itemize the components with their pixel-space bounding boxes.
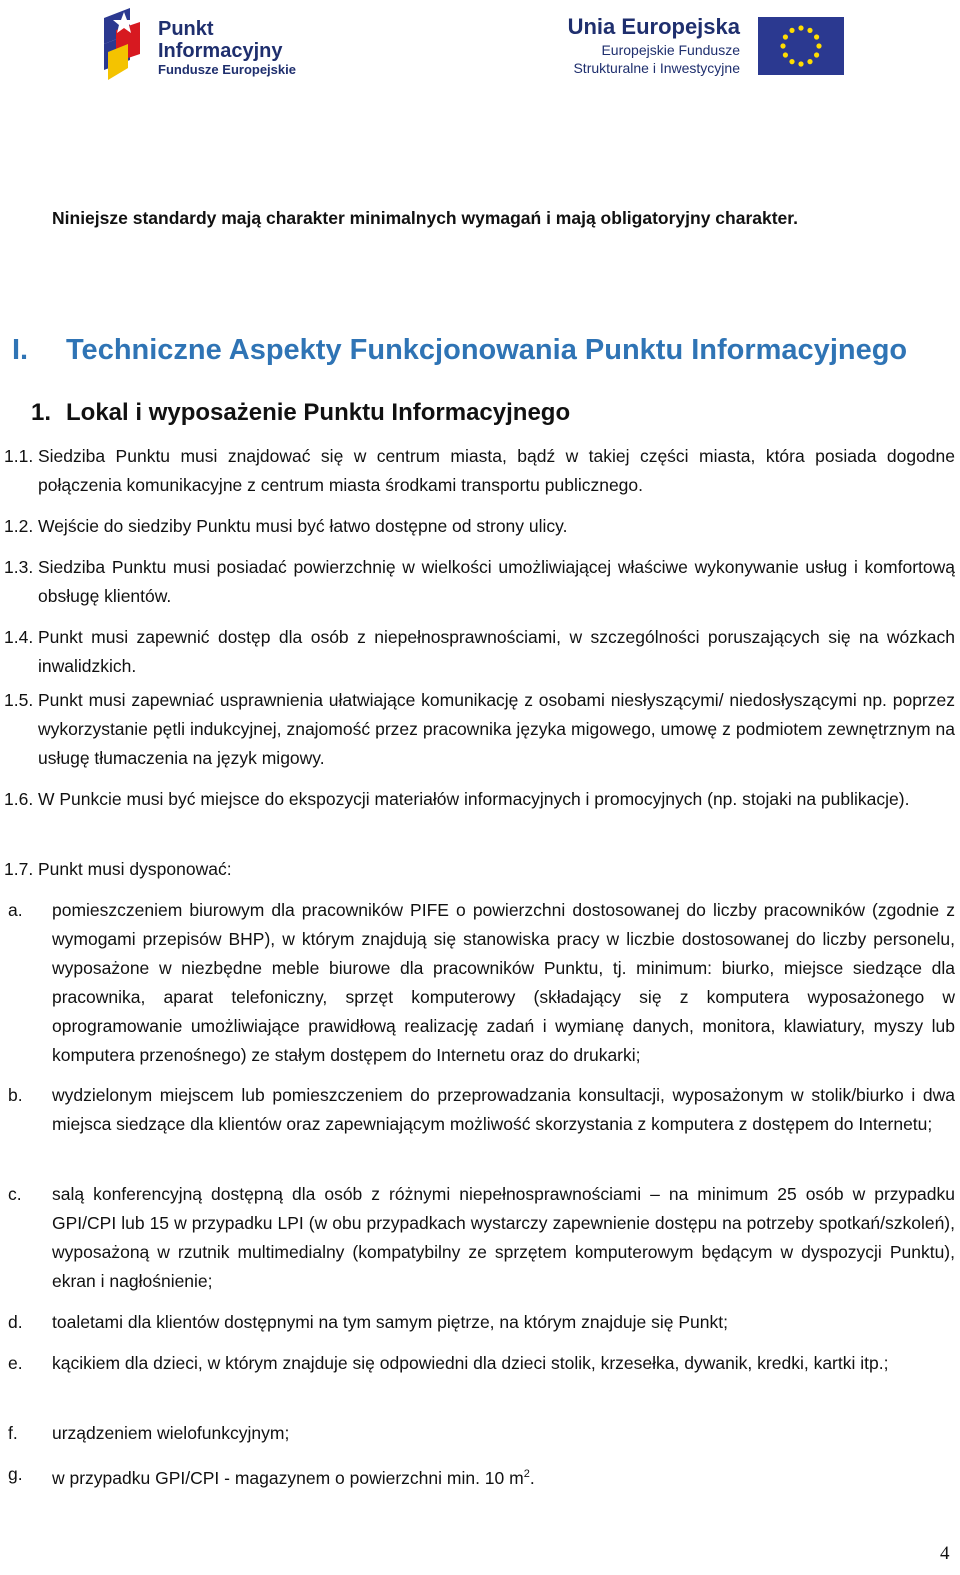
list-item-e [8, 1349, 955, 1378]
list-item-f [8, 1419, 955, 1448]
paragraph-1-4 [4, 623, 955, 681]
page-number: 4 [940, 1543, 950, 1564]
section-number: I. [12, 334, 29, 366]
paragraph-1-5 [4, 686, 955, 773]
list-item-letter: g. [8, 1464, 23, 1484]
list-item-letter: c. [8, 1184, 22, 1204]
paragraph-text: Wejście do siedziby Punktu musi być łatwo dostępne od strony ulicy. [38, 516, 568, 536]
paragraph-number: 1.4. [4, 627, 34, 647]
list-item-letter: b. [8, 1085, 23, 1105]
eu-logo-line1: Europejskie Fundusze [601, 42, 740, 58]
list-item-text: pomieszczeniem biurowym dla pracowników PIFE o powierzchni dostosowanej do liczby pracowników (zgodnie z wymogami przepisów BHP), w którym znajdują się stanowiska pracy w liczbie dostosowanej do liczby personelu, wyposażone w niezbędne meble biurowe dla pracowników Punktu, tj. minimum: biurko, miejsce siedzące dla pracownika, aparat telefoniczny, sprzęt komputerowy (składający się z komputera wyposażonego w oprogramowanie umożliwiające prawidłową realizację zadań i wymianę danych, monitora, klawiatury, myszy lub komputera przenośnego) ze stałym dostępem do Internetu oraz do drukarki; [52, 900, 955, 1065]
intro-text: Niniejsze standardy mają charakter minimalnych wymagań i mają obligatoryjny charakter. [52, 208, 798, 228]
paragraph-text: Punkt musi zapewnić dostęp dla osób z niepełnosprawnościami, w szczególności poruszających się na wózkach inwalidzkich. [38, 627, 955, 676]
logo-text-line1: Punkt [158, 18, 214, 40]
list-item-a [8, 896, 955, 1070]
paragraph-number: 1.5. [4, 690, 34, 710]
list-item-letter: e. [8, 1353, 23, 1373]
star-logo-icon [100, 4, 144, 84]
list-item-text: toaletami dla klientów dostępnymi na tym samym piętrze, na którym znajduje się Punkt; [52, 1312, 728, 1332]
paragraph-text: Siedziba Punktu musi posiadać powierzchnię w wielkości umożliwiającej właściwe wykonywanie usług i komfortową obsługę klientów. [38, 557, 955, 606]
paragraph-1-7 [4, 855, 955, 884]
paragraph-1-2 [4, 512, 955, 541]
list-item-text: wydzielonym miejscem lub pomieszczeniem do przeprowadzania konsultacji, wyposażonym w stolik/biurko i dwa miejsca siedzące dla klientów oraz zapewniającym możliwość skorzystania z komputera z dostępem do Internetu; [52, 1085, 955, 1134]
subsection-number: 1. [31, 399, 52, 426]
paragraph-1-1 [4, 442, 955, 500]
list-item-d [8, 1308, 955, 1337]
superscript-2: 2 [523, 1468, 530, 1480]
subsection-title: Lokal i wyposażenie Punktu Informacyjnego [66, 399, 571, 426]
logo-text-line3: Fundusze Europejskie [158, 62, 296, 77]
list-item-c [8, 1180, 955, 1296]
eu-logo-line2: Strukturalne i Inwestycyjne [573, 60, 740, 76]
list-item-text-main: w przypadku GPI/CPI - magazynem o powierzchni min. 10 m [52, 1467, 524, 1488]
eu-flag-icon [758, 17, 844, 75]
eu-logo-title: Unia Europejska [567, 14, 740, 39]
list-item-text: salą konferencyjną dostępną dla osób z różnymi niepełnosprawnościami – na minimum 25 osób w przypadku GPI/CPI lub 15 w przypadku LPI (w obu przypadkach wystarczy zapewnienie dostępu na potrzeby spotkań/szkoleń), wyposażoną w rzutnik multimedialny (kompatybilny ze sprzętem komputerowym będącym w dyspozycji Punktu), ekran i nagłośnienie; [52, 1184, 955, 1291]
paragraph-text: W Punkcie musi być miejsce do ekspozycji materiałów informacyjnych i promocyjnych (np. stojaki na publikacje). [38, 789, 910, 809]
paragraph-text: Punkt musi zapewniać usprawnienia ułatwiające komunikację z osobami niesłyszącymi/ niedosłyszącymi np. poprzez wykorzystanie pętli indukcyjnej, znajomość przez pracownika języka migowego, umowę z podmiotem zewnętrznym na usługę tłumaczenia na język migowy. [38, 690, 955, 768]
list-item-text: kącikiem dla dzieci, w którym znajduje się odpowiedni dla dzieci stolik, krzesełka, dywanik, kredki, kartki itp.; [52, 1353, 889, 1373]
list-item-letter: a. [8, 900, 23, 920]
paragraph-number: 1.3. [4, 557, 34, 577]
paragraph-number: 1.6. [4, 789, 34, 809]
list-item-text-tail: . [529, 1467, 535, 1488]
paragraph-1-6 [4, 785, 955, 814]
eu-logo [567, 12, 860, 82]
paragraph-number: 1.1. [4, 446, 34, 466]
list-item-letter: f. [8, 1423, 18, 1443]
section-title: Techniczne Aspekty Funkcjonowania Punktu Informacyjnego [66, 334, 908, 366]
paragraph-1-3 [4, 553, 955, 611]
list-item-letter: d. [8, 1312, 23, 1332]
logo-text-line2: Informacyjny [158, 40, 283, 62]
paragraph-number: 1.2. [4, 516, 34, 536]
paragraph-text: Punkt musi dysponować: [38, 859, 232, 879]
list-item-g [8, 1460, 955, 1493]
list-item-text [52, 1460, 955, 1493]
list-item-b [8, 1081, 955, 1139]
paragraph-text: Siedziba Punktu musi znajdować się w centrum miasta, bądź w takiej części miasta, która posiada dogodne połączenia komunikacyjne z centrum miasta środkami transportu publicznego. [38, 446, 955, 495]
list-item-text: urządzeniem wielofunkcyjnym; [52, 1423, 290, 1443]
paragraph-number: 1.7. [4, 859, 34, 879]
punkt-informacyjny-logo [100, 4, 300, 84]
